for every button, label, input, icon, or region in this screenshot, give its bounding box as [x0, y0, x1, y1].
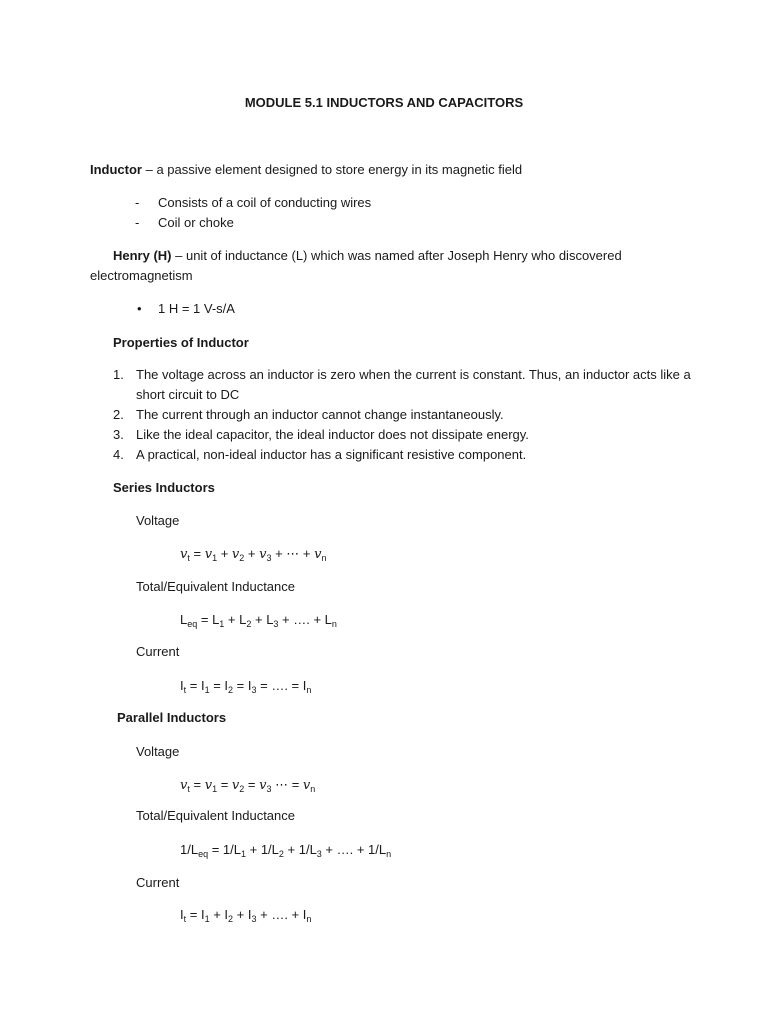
henry-definition [113, 246, 622, 266]
henry-definition-text: – unit of inductance (L) which was named after Joseph Henry who discovered [171, 248, 622, 263]
series-heading: Series Inductors [113, 480, 215, 495]
series-inductance-label: Total/Equivalent Inductance [136, 579, 295, 594]
parallel-voltage-label: Voltage [136, 744, 180, 759]
property-item: The current through an inductor cannot change instantaneously. [136, 407, 504, 422]
henry-unit-bullet: 1 H = 1 V-s/A [158, 301, 235, 316]
property-item: Like the ideal capacitor, the ideal inductor does not dissipate energy. [136, 427, 529, 442]
henry-term: Henry (H) [113, 248, 172, 263]
bullet-icon: • [137, 301, 142, 316]
inductor-definition-text: – a passive element designed to store energy in its magnetic field [142, 162, 523, 177]
inductor-definition [90, 160, 522, 180]
parallel-inductance-label: Total/Equivalent Inductance [136, 808, 295, 823]
parallel-inductance-formula: $1/L_{eq} = 1/L_1 + 1/L_2 + 1/L_3$ + …. + $1/L_n$ [180, 842, 392, 859]
property-item-continued: short circuit to DC [136, 387, 240, 402]
series-current-formula: $I_t = I_1 = I_2 = I_3$ = …. = $I_n$ [180, 678, 312, 695]
parallel-voltage-formula: $v_t = v_1 = v_2 = v_3$ ⋯ = $v_n$ [180, 777, 316, 794]
parallel-heading: Parallel Inductors [117, 710, 227, 725]
series-voltage-label: Voltage [136, 513, 180, 528]
series-current-label: Current [136, 644, 180, 659]
dash-marker: - [135, 215, 140, 230]
series-inductance-formula: $L_{eq} = L_1 + L_2 + L_3$ + …. + $L_n$ [180, 612, 337, 629]
parallel-current-label: Current [136, 875, 180, 890]
list-number: 3. [113, 427, 124, 442]
series-voltage-formula: $v_t = v_1 + v_2 + v_3$ + ⋯ + $v_n$ [180, 546, 327, 563]
list-number: 2. [113, 407, 124, 422]
list-item: Consists of a coil of conducting wires [158, 195, 372, 210]
list-number: 1. [113, 367, 124, 382]
henry-definition-continued: electromagnetism [90, 268, 193, 283]
inductor-term: Inductor [90, 162, 142, 177]
list-number: 4. [113, 447, 124, 462]
list-item: Coil or choke [158, 215, 234, 230]
dash-marker: - [135, 195, 140, 210]
properties-heading: Properties of Inductor [113, 335, 249, 350]
property-item: A practical, non-ideal inductor has a significant resistive component. [136, 447, 527, 462]
parallel-current-formula: $I_t = I_1 + I_2 + I_3$ + …. + $I_n$ [180, 907, 312, 924]
page-title: MODULE 5.1 INDUCTORS AND CAPACITORS [244, 95, 524, 110]
property-item: The voltage across an inductor is zero when the current is constant. Thus, an inductor acts like a [136, 367, 691, 382]
